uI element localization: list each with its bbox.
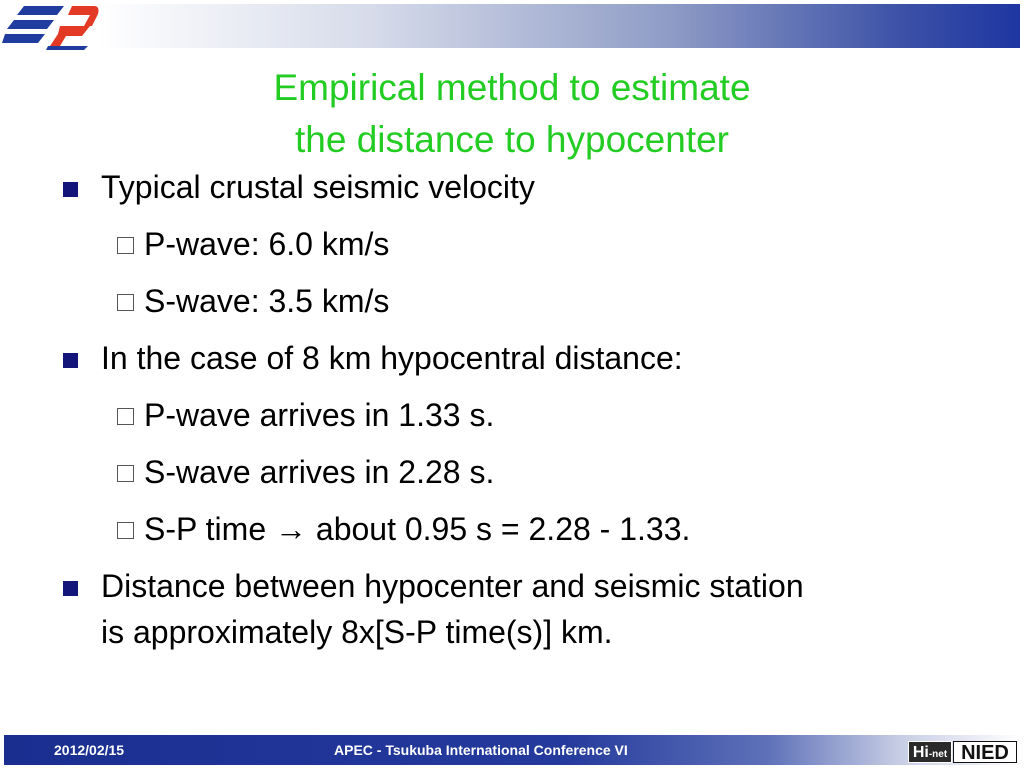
- footer-date: 2012/02/15: [54, 742, 125, 758]
- header-band: [96, 4, 1020, 48]
- bullet-square-icon: [63, 353, 78, 368]
- checkbox-square-icon: [117, 465, 134, 482]
- nied-logo: NIED: [953, 741, 1017, 763]
- sub-bullet-text: S-P time → about 0.95 s = 2.28 - 1.33.: [144, 511, 691, 547]
- hinet-logo: [908, 741, 952, 763]
- footer-conference: APEC - Tsukuba International Conference VI: [334, 742, 628, 758]
- hinet-logo-main: Hi: [912, 744, 929, 761]
- footer-bar: [4, 735, 1020, 765]
- logo-icon: [2, 2, 100, 52]
- sub-bullet-text: P-wave arrives in 1.33 s.: [144, 397, 495, 433]
- checkbox-square-icon: [117, 522, 134, 539]
- hinet-logo-small: -net: [928, 749, 948, 760]
- sub-bullet-text: P-wave: 6.0 km/s: [144, 226, 390, 262]
- sub-bullet-text: S-wave arrives in 2.28 s.: [144, 454, 495, 490]
- checkbox-square-icon: [117, 294, 134, 311]
- checkbox-square-icon: [117, 237, 134, 254]
- bullet-text-line-2: is approximately 8x[S-P time(s)] km.: [101, 614, 613, 650]
- title-line-1: Empirical method to estimate: [273, 67, 751, 108]
- checkbox-square-icon: [117, 408, 134, 425]
- sub-bullet-text: S-wave: 3.5 km/s: [144, 283, 390, 319]
- bullet-text: Typical crustal seismic velocity: [101, 169, 535, 205]
- bullet-square-icon: [63, 182, 78, 197]
- bullet-text-line-1: Distance between hypocenter and seismic station: [101, 568, 804, 604]
- bullet-text: In the case of 8 km hypocentral distance:: [101, 340, 683, 376]
- slide-title: [0, 62, 1024, 166]
- bullet-square-icon: [63, 581, 78, 596]
- title-line-2: the distance to hypocenter: [294, 119, 729, 160]
